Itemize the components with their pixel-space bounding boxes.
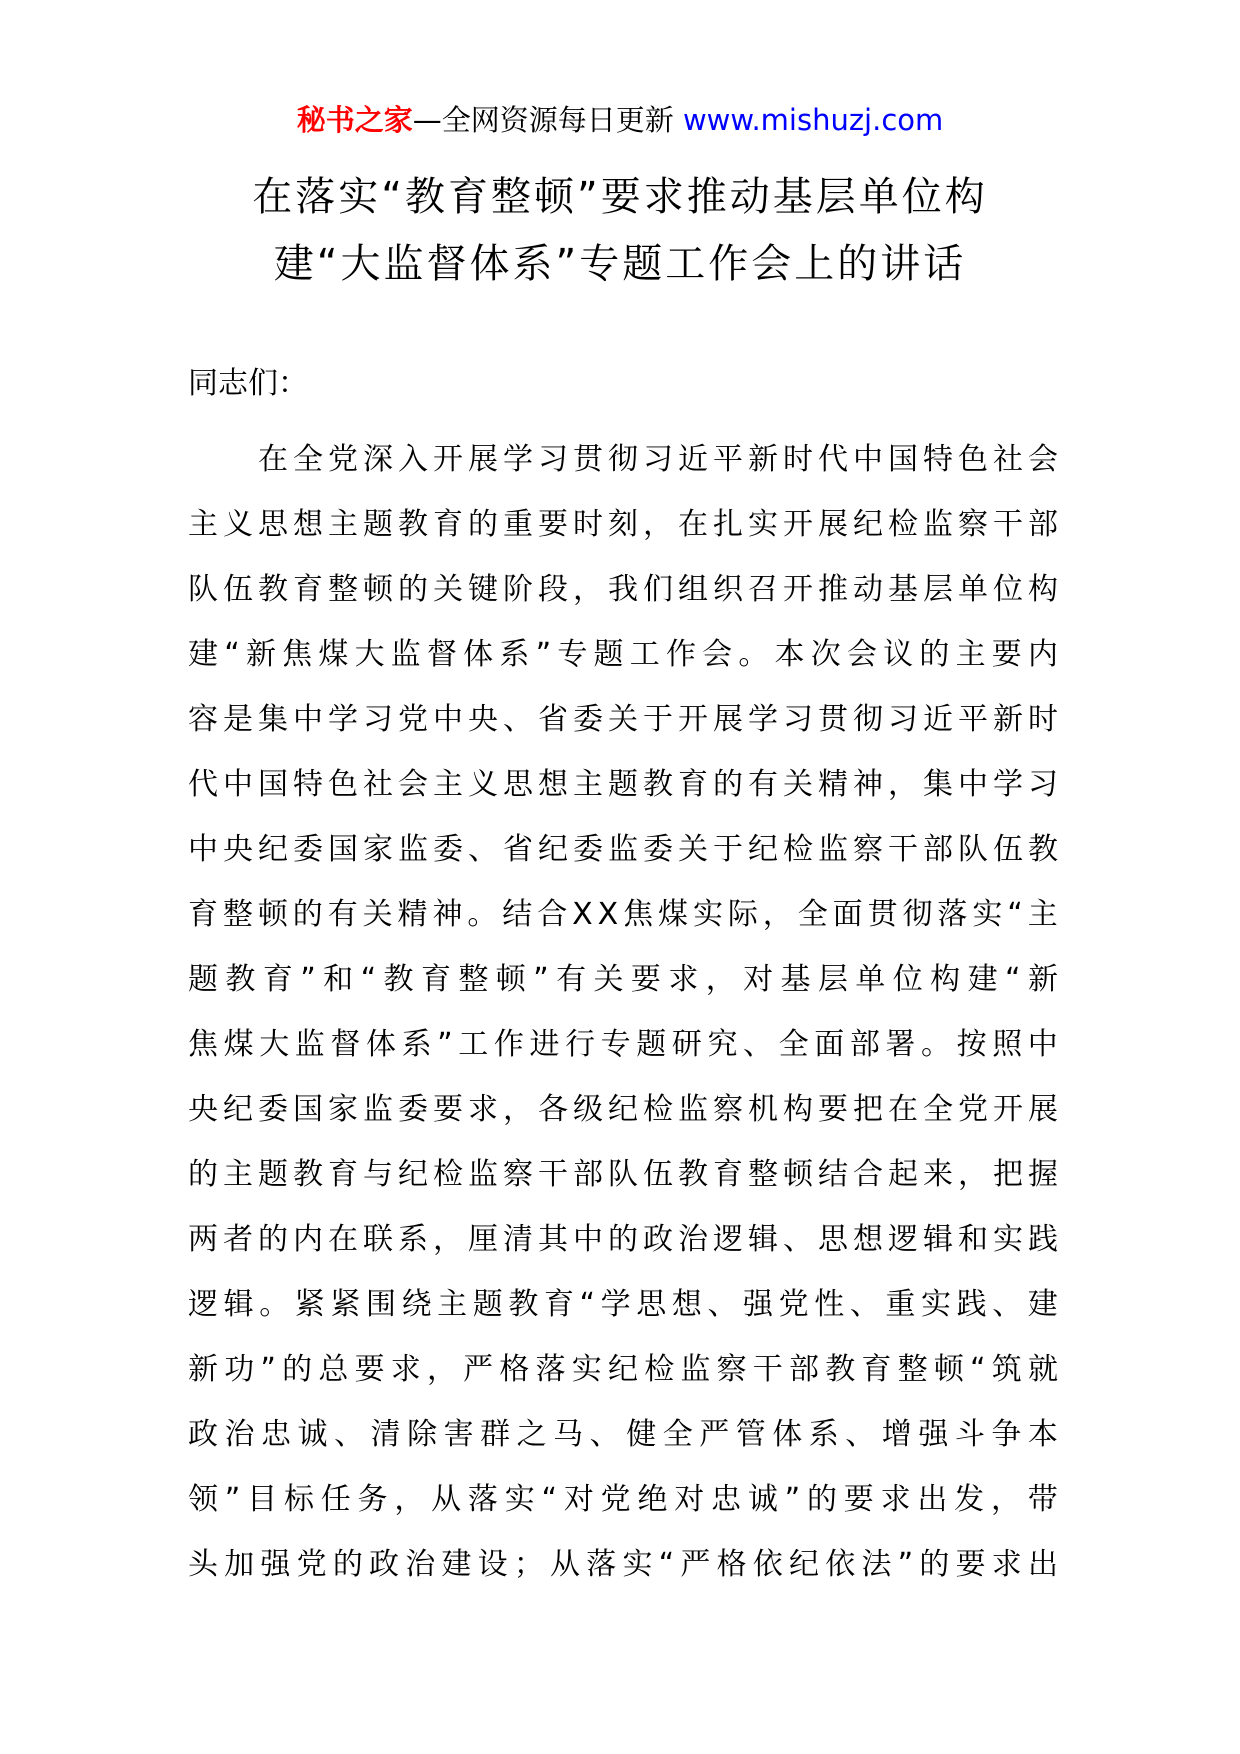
body-line: 两 者 的 内 在 联 系 ， 厘 清 其 中 的 政 治 逻 辑 、 思 想 逻 辑 和 实 践 bbox=[188, 1222, 1058, 1257]
body-line: 中 央 纪 委 国 家 监 委 、 省 纪 委 监 委 关 于 纪 检 监 察 干 部 队 伍 教 bbox=[188, 832, 1058, 867]
body-line: 焦 煤 大 监 督 体 系 ” 工 作 进 行 专 题 研 究 、 全 面 部 署 。 按 照 中 bbox=[188, 1027, 1058, 1062]
title-line: 在落实“教育整顿”要求推动基层单位构 bbox=[252, 174, 988, 220]
body-line: 队 伍 教 育 整 顿 的 关 键 阶 段 ， 我 们 组 织 召 开 推 动 基 层 单 位 构 bbox=[188, 572, 1058, 607]
site-tagline: —全网资源每日更新 bbox=[412, 103, 674, 137]
body-paragraph bbox=[188, 427, 1058, 1597]
document-title bbox=[150, 164, 1090, 298]
body-line: 逻 辑 。 紧 紧 围 绕 主 题 教 育 “ 学 思 想 、 强 党 性 、 重 实 践 、 建 bbox=[188, 1287, 1058, 1322]
body-line: 育 整 顿 的 有 关 精 神 。 结 合 X X 焦 煤 实 际 ， 全 面 贯 彻 落 实 “ 主 bbox=[188, 897, 1058, 932]
body-line: 领 ” 目 标 任 务 ， 从 落 实 “ 对 党 绝 对 忠 诚 ” 的 要 求 出 发 ， 带 bbox=[188, 1482, 1058, 1517]
body-line: 建 “ 新 焦 煤 大 监 督 体 系 ” 专 题 工 作 会 。 本 次 会 议 的 主 要 内 bbox=[188, 637, 1058, 672]
body-line: 代 中 国 特 色 社 会 主 义 思 想 主 题 教 育 的 有 关 精 神 ， 集 中 学 习 bbox=[188, 767, 1058, 802]
body-line: 新 功 ” 的 总 要 求 ， 严 格 落 实 纪 检 监 察 干 部 教 育 整 顿 “ 筑 就 bbox=[188, 1352, 1058, 1387]
body-line: 容 是 集 中 学 习 党 中 央 、 省 委 关 于 开 展 学 习 贯 彻 习 近 平 新 时 bbox=[188, 702, 1058, 737]
site-url-link[interactable]: www.mishuzj.com bbox=[682, 103, 944, 137]
title-line: 建“大监督体系”专题工作会上的讲话 bbox=[273, 241, 967, 287]
body-line: 政 治 忠 诚 、 清 除 害 群 之 马 、 健 全 严 管 体 系 、 增 强 斗 争 本 bbox=[188, 1417, 1058, 1452]
body-line: 央 纪 委 国 家 监 委 要 求 ， 各 级 纪 检 监 察 机 构 要 把 在 全 党 开 展 bbox=[188, 1092, 1058, 1127]
body-line: 题 教 育 ” 和 “ 教 育 整 顿 ” 有 关 要 求 ， 对 基 层 单 位 构 建 “ 新 bbox=[188, 962, 1058, 997]
body-line: 在 全 党 深 入 开 展 学 习 贯 彻 习 近 平 新 时 代 中 国 特 色 社 会 bbox=[258, 442, 1058, 477]
site-header bbox=[0, 100, 1240, 140]
body-line: 头 加 强 党 的 政 治 建 设 ； 从 落 实 “ 严 格 依 纪 依 法 ” 的 要 求 出 bbox=[188, 1547, 1058, 1582]
site-brand: 秘书之家 bbox=[296, 103, 413, 137]
salutation: 同志们： bbox=[188, 366, 308, 401]
body-line: 的 主 题 教 育 与 纪 检 监 察 干 部 队 伍 教 育 整 顿 结 合 起 来 ， 把 握 bbox=[188, 1157, 1058, 1192]
body-line: 主 义 思 想 主 题 教 育 的 重 要 时 刻 ， 在 扎 实 开 展 纪 检 监 察 干 部 bbox=[188, 507, 1058, 542]
